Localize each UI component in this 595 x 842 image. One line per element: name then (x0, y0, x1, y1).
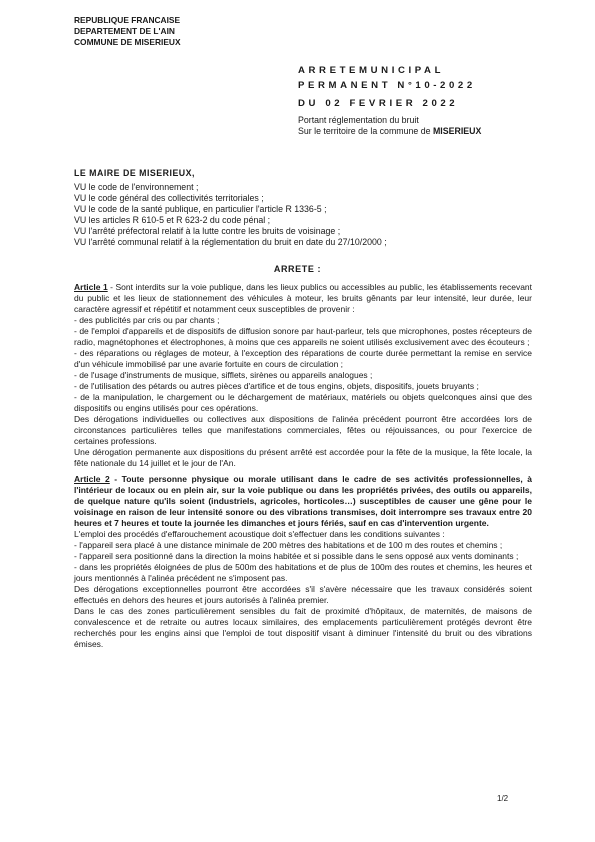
article1-item: - de l'emploi d'appareils et de dispositifs de diffusion sonore par haut-parleur, tels que microphones, postes récepteurs de radio, magnétophones et électrophones, à moins que ces appareils ne soient utilisés exclusivement avec des écouteurs ; (74, 326, 532, 347)
subject-line1: Portant réglementation du bruit (298, 115, 419, 125)
articles-body (74, 282, 532, 650)
arrete-title-line1: ARRETEMUNICIPAL (298, 65, 445, 76)
article1-item: - de la manipulation, le chargement ou le déchargement de matériaux, matériels ou objets quelconques ainsi que des dispositifs ou engins utilisés pour ces opérations. (74, 392, 532, 413)
article1-title: Article 1 (74, 282, 108, 292)
subject-line2-prefix: Sur le territoire de la commune de (298, 126, 433, 136)
article1-intro-text: - Sont interdits sur la voie publique, dans les lieux publics ou accessibles au public, les établissements recevant du public et les lieux de stationnement des véhicules à moteur, les bruits gênants par leur intensité, leur durée, leur caractère agressif et répétitif et notamment ceux susceptibles de provenir : (74, 282, 533, 314)
article2-condition: - l'appareil sera positionné dans la direction la moins habitée et si possible dans le sens opposé aux vents dominants ; (74, 551, 519, 561)
vu-item: VU les articles R 610-5 et R 623-2 du code pénal ; (74, 215, 271, 226)
header-department: DEPARTEMENT DE L'AIN (74, 26, 175, 36)
article1-item: - de l'utilisation des pétards ou autres pièces d'artifice et de tous engins, objets, dispositifs, jouets bruyants ; (74, 381, 479, 391)
article2-condition: - dans les propriétés éloignées de plus de 500m des habitations et de plus de 100m des routes et chemins, les heures et jours mentionnés à l'alinéa précédent ne s'imposent pas. (74, 562, 532, 583)
vu-item: VU l'arrêté communal relatif à la réglementation du bruit en date du 27/10/2000 ; (74, 237, 387, 248)
vu-item: VU le code de la santé publique, en particulier l'article R 1336-5 ; (74, 204, 327, 215)
article1-item: - des réparations ou réglages de moteur, à l'exception des réparations de courte durée permettant la remise en service d'un véhicule immobilisé par une avarie fortuite en cours de circulation ; (74, 348, 532, 369)
vu-item: VU l'arrêté préfectoral relatif à la lutte contre les bruits de voisinage ; (74, 226, 341, 237)
article2-title: Article 2 (74, 474, 110, 484)
vu-item: VU le code général des collectivités territoriales ; (74, 193, 264, 204)
article2-conditions-intro: L'emploi des procédés d'effarouchement acoustique doit s'effectuer dans les conditions suivantes : (74, 529, 445, 539)
subject-commune: MISERIEUX (432, 126, 482, 136)
article1-permanent: Une dérogation permanente aux dispositions du présent arrêté est accordée pour la fête de la musique, la fête locale, la fête nationale du 14 juillet et le jour de l'An. (74, 447, 532, 468)
administrative-header (74, 15, 181, 48)
header-commune: COMMUNE DE MISERIEUX (74, 37, 181, 47)
article2-main (74, 474, 532, 529)
header-republic: REPUBLIQUE FRANCAISE (74, 15, 181, 25)
arrete-header (298, 63, 481, 137)
article1-intro (74, 282, 532, 315)
arrete-title-line2: PERMANENT N°10-2022 (298, 80, 476, 91)
article2-exceptional: Des dérogations exceptionnelles pourront être accordées s'il s'avère nécessaire que les travaux considérés soient effectués en dehors des heures et jours autorisés à l'alinéa premier. (74, 584, 532, 605)
vu-list (74, 182, 387, 249)
vu-item: VU le code de l'environnement ; (74, 182, 199, 192)
article2-sensitive: Dans le cas des zones particulièrement sensibles du fait de proximité d'hôpitaux, de maternités, de maisons de convalescence et de retraite ou autres locaux similaires, des emplacements particulièrement protégés devront être recherchés pour les engins ainsi que l'emploi de tout dispositif visant à diminuer l'intensité du bruit ou des vibrations émises. (74, 606, 532, 649)
article2-bold-text: - Toute personne physique ou morale utilisant dans le cadre de ses activités professionnelles, à l'intérieur de locaux ou en plein air, sur la voie publique ou dans les propriétés privées, des outils ou appareils, de quelque nature qu'ils soient (industriels, agricoles, horticoles…) susceptibles de causer une gêne pour le voisinage en raison de leur intensité sonore ou des vibrations transmises, doit interrompre ses travaux entre 20 heures et 7 heures et toute la journée les dimanches et jours fériés, sauf en cas d'intervention urgente. (74, 474, 532, 528)
article1-item: - des publicités par cris ou par chants ; (74, 315, 220, 325)
article1-derogations: Des dérogations individuelles ou collectives aux dispositions de l'alinéa précédent pourront être accordées lors de circonstances particulières telles que manifestations commerciales, fêtes ou réjouissances, ou pour l'exercice de certaines professions. (74, 414, 532, 446)
article2-condition: - l'appareil sera placé à une distance minimale de 200 mètres des habitations et de 100 m des routes et chemins ; (74, 540, 503, 550)
subject-line2 (298, 126, 481, 137)
page-number: 1/2 (497, 794, 509, 803)
arrete-heading: ARRETE : (273, 264, 322, 274)
article1-item: - de l'usage d'instruments de musique, sifflets, sirènes ou appareils analogues ; (74, 370, 373, 380)
maire-heading: LE MAIRE DE MISERIEUX, (74, 168, 195, 178)
arrete-subject (298, 115, 481, 137)
arrete-date: DU 02 FEVRIER 2022 (298, 98, 459, 109)
